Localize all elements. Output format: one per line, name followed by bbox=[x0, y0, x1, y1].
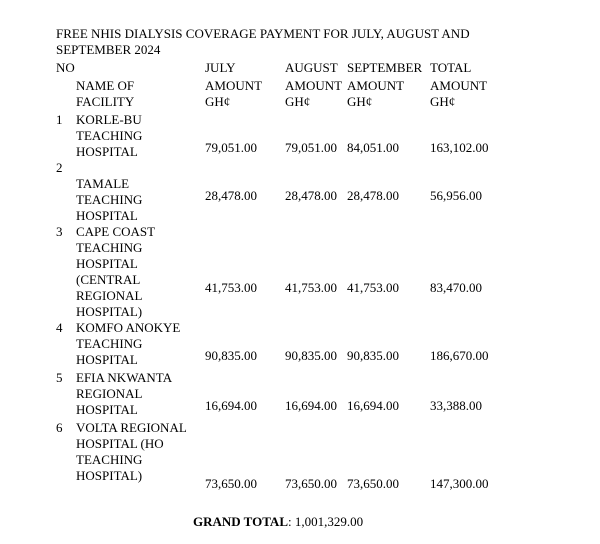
september-amount: 28,478.00 bbox=[347, 188, 399, 203]
header-total-line-1: TOTAL bbox=[430, 60, 472, 75]
total-amount: 186,670.00 bbox=[430, 348, 489, 363]
total-amount: 83,470.00 bbox=[430, 280, 482, 295]
july-amount: 28,478.00 bbox=[205, 188, 257, 203]
facility-name-line: TEACHING bbox=[76, 128, 143, 143]
row-number: 5 bbox=[56, 370, 63, 385]
grand-total-value: : 1,001,329.00 bbox=[288, 514, 364, 529]
july-amount: 73,650.00 bbox=[205, 476, 257, 491]
july-amount: 41,753.00 bbox=[205, 280, 257, 295]
facility-name-line: HOSPITAL (HO bbox=[76, 436, 164, 451]
grand-total bbox=[193, 514, 363, 530]
facility-name-line: HOSPITAL) bbox=[76, 304, 143, 319]
facility-name-line: CAPE COAST bbox=[76, 224, 156, 239]
facility-name-line: TAMALE bbox=[76, 176, 130, 191]
facility-name-line: HOSPITAL bbox=[76, 144, 138, 159]
facility-name-line: HOSPITAL bbox=[76, 208, 138, 223]
facility-name-line: HOSPITAL bbox=[76, 352, 138, 367]
july-amount: 90,835.00 bbox=[205, 348, 257, 363]
document-title: FREE NHIS DIALYSIS COVERAGE PAYMENT FOR JULY, AUGUST AND SEPTEMBER 2024 bbox=[56, 26, 470, 57]
facility-name-line: KORLE-BU bbox=[76, 112, 142, 127]
september-amount: 90,835.00 bbox=[347, 348, 399, 363]
total-amount: 33,388.00 bbox=[430, 398, 482, 413]
header-facility-line-2: FACILITY bbox=[76, 94, 135, 109]
grand-total-label: GRAND TOTAL bbox=[193, 514, 288, 529]
header-september-line-2: AMOUNT bbox=[347, 78, 405, 93]
header-august-line-3: GH¢ bbox=[285, 94, 311, 109]
facility-name-line: HOSPITAL) bbox=[76, 468, 143, 483]
facility-name-line: TEACHING bbox=[76, 240, 143, 255]
august-amount: 16,694.00 bbox=[285, 398, 337, 413]
facility-name-line: REGIONAL bbox=[76, 288, 143, 303]
header-facility-line-1: NAME OF bbox=[76, 78, 135, 93]
facility-name-line: REGIONAL bbox=[76, 386, 143, 401]
header-september-line-1: SEPTEMBER bbox=[347, 60, 423, 75]
total-amount: 56,956.00 bbox=[430, 188, 482, 203]
facility-name-line: HOSPITAL bbox=[76, 402, 138, 417]
row-number: 3 bbox=[56, 224, 63, 239]
facility-name-line: (CENTRAL bbox=[76, 272, 141, 287]
total-amount: 163,102.00 bbox=[430, 140, 489, 155]
july-amount: 79,051.00 bbox=[205, 140, 257, 155]
header-total-line-2: AMOUNT bbox=[430, 78, 488, 93]
header-july-line-3: GH¢ bbox=[205, 94, 231, 109]
facility-name-line: KOMFO ANOKYE bbox=[76, 320, 181, 335]
facility-name-line: HOSPITAL bbox=[76, 256, 138, 271]
september-amount: 16,694.00 bbox=[347, 398, 399, 413]
facility-name-line: TEACHING bbox=[76, 452, 143, 467]
row-number: 2 bbox=[56, 160, 63, 175]
facility-name-line: TEACHING bbox=[76, 192, 143, 207]
september-amount: 41,753.00 bbox=[347, 280, 399, 295]
august-amount: 90,835.00 bbox=[285, 348, 337, 363]
row-number: 4 bbox=[56, 320, 63, 335]
header-august-line-2: AMOUNT bbox=[285, 78, 343, 93]
september-amount: 84,051.00 bbox=[347, 140, 399, 155]
august-amount: 28,478.00 bbox=[285, 188, 337, 203]
facility-name-line: EFIA NKWANTA bbox=[76, 370, 173, 385]
facility-name-line: VOLTA REGIONAL bbox=[76, 420, 187, 435]
august-amount: 73,650.00 bbox=[285, 476, 337, 491]
august-amount: 79,051.00 bbox=[285, 140, 337, 155]
header-total-line-3: GH¢ bbox=[430, 94, 456, 109]
row-number: 6 bbox=[56, 420, 63, 435]
facility-name-line: TEACHING bbox=[76, 336, 143, 351]
header-august-line-1: AUGUST bbox=[285, 60, 338, 75]
september-amount: 73,650.00 bbox=[347, 476, 399, 491]
total-amount: 147,300.00 bbox=[430, 476, 489, 491]
july-amount: 16,694.00 bbox=[205, 398, 257, 413]
row-number: 1 bbox=[56, 112, 63, 127]
header-no: NO bbox=[56, 60, 75, 75]
august-amount: 41,753.00 bbox=[285, 280, 337, 295]
header-september-line-3: GH¢ bbox=[347, 94, 373, 109]
header-july-line-1: JULY bbox=[205, 60, 236, 75]
header-july-line-2: AMOUNT bbox=[205, 78, 263, 93]
